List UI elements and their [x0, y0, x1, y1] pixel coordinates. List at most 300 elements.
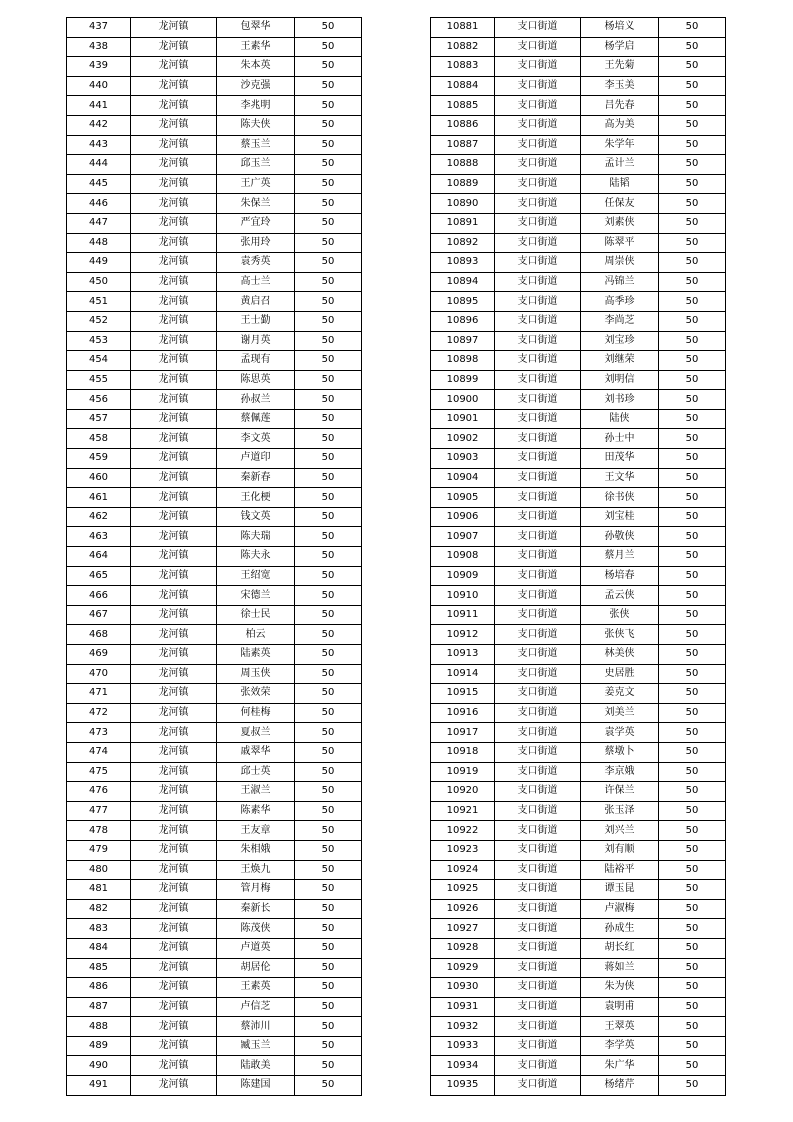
name-cell: 陈建国: [217, 1076, 295, 1096]
amount-cell: 50: [295, 762, 362, 782]
table-row: [431, 547, 726, 567]
amount-cell: 50: [295, 742, 362, 762]
name-cell: 朱保兰: [217, 194, 295, 214]
town-cell: 支口街道: [495, 351, 581, 371]
table-row: [67, 1076, 362, 1096]
name-cell: 袁学英: [581, 723, 659, 743]
town-cell: 支口街道: [495, 664, 581, 684]
table-row: [431, 703, 726, 723]
town-cell: 支口街道: [495, 311, 581, 331]
name-cell: 朱学年: [581, 135, 659, 155]
name-cell: 陆侠: [581, 409, 659, 429]
table-row: [431, 115, 726, 135]
town-cell: 龙河镇: [131, 213, 217, 233]
row-number-cell: 475: [67, 762, 131, 782]
name-cell: 陈夫瑞: [217, 527, 295, 547]
table-row: [67, 155, 362, 175]
row-number-cell: 10933: [431, 1036, 495, 1056]
amount-cell: 50: [659, 311, 726, 331]
table-row: [67, 468, 362, 488]
table-row: [431, 76, 726, 96]
town-cell: 支口街道: [495, 801, 581, 821]
amount-cell: 50: [295, 801, 362, 821]
name-cell: 朱本英: [217, 57, 295, 77]
name-cell: 陆敢美: [217, 1056, 295, 1076]
amount-cell: 50: [659, 115, 726, 135]
name-cell: 邱士英: [217, 762, 295, 782]
row-number-cell: 10934: [431, 1056, 495, 1076]
row-number-cell: 10899: [431, 370, 495, 390]
town-cell: 支口街道: [495, 586, 581, 606]
amount-cell: 50: [295, 1036, 362, 1056]
name-cell: 高士兰: [217, 272, 295, 292]
amount-cell: 50: [659, 938, 726, 958]
amount-cell: 50: [295, 1076, 362, 1096]
town-cell: 龙河镇: [131, 429, 217, 449]
name-cell: 胡居伦: [217, 958, 295, 978]
name-cell: 戚翠华: [217, 742, 295, 762]
name-cell: 孟计兰: [581, 155, 659, 175]
name-cell: 杨绪芹: [581, 1076, 659, 1096]
town-cell: 龙河镇: [131, 664, 217, 684]
amount-cell: 50: [295, 860, 362, 880]
town-cell: 支口街道: [495, 468, 581, 488]
town-cell: 支口街道: [495, 1076, 581, 1096]
row-number-cell: 10912: [431, 625, 495, 645]
amount-cell: 50: [659, 272, 726, 292]
amount-cell: 50: [295, 115, 362, 135]
table-row: [67, 958, 362, 978]
table-row: [431, 899, 726, 919]
name-cell: 王士勤: [217, 311, 295, 331]
table-row: [67, 488, 362, 508]
town-cell: 支口街道: [495, 742, 581, 762]
table-row: [67, 115, 362, 135]
town-cell: 龙河镇: [131, 860, 217, 880]
amount-cell: 50: [659, 96, 726, 116]
amount-cell: 50: [659, 586, 726, 606]
town-cell: 龙河镇: [131, 527, 217, 547]
name-cell: 姜克文: [581, 684, 659, 704]
town-cell: 支口街道: [495, 899, 581, 919]
amount-cell: 50: [295, 703, 362, 723]
name-cell: 李京娥: [581, 762, 659, 782]
row-number-cell: 477: [67, 801, 131, 821]
amount-cell: 50: [295, 233, 362, 253]
amount-cell: 50: [659, 76, 726, 96]
amount-cell: 50: [295, 449, 362, 469]
row-number-cell: 457: [67, 409, 131, 429]
amount-cell: 50: [659, 331, 726, 351]
row-number-cell: 10902: [431, 429, 495, 449]
row-number-cell: 10890: [431, 194, 495, 214]
amount-cell: 50: [659, 566, 726, 586]
amount-cell: 50: [659, 742, 726, 762]
table-row: [67, 311, 362, 331]
town-cell: 龙河镇: [131, 723, 217, 743]
amount-cell: 50: [659, 1036, 726, 1056]
amount-cell: 50: [295, 605, 362, 625]
name-cell: 刘素侠: [581, 213, 659, 233]
table-row: [67, 880, 362, 900]
amount-cell: 50: [295, 566, 362, 586]
town-cell: 龙河镇: [131, 762, 217, 782]
name-cell: 卢道印: [217, 449, 295, 469]
town-cell: 支口街道: [495, 488, 581, 508]
amount-cell: 50: [659, 978, 726, 998]
name-cell: 陈茂侠: [217, 919, 295, 939]
name-cell: 张效荣: [217, 684, 295, 704]
row-number-cell: 10908: [431, 547, 495, 567]
row-number-cell: 10883: [431, 57, 495, 77]
town-cell: 龙河镇: [131, 899, 217, 919]
row-number-cell: 10904: [431, 468, 495, 488]
row-number-cell: 448: [67, 233, 131, 253]
amount-cell: 50: [659, 468, 726, 488]
table-row: [431, 527, 726, 547]
amount-cell: 50: [295, 821, 362, 841]
town-cell: 支口街道: [495, 762, 581, 782]
table-row: [67, 801, 362, 821]
name-cell: 许保兰: [581, 782, 659, 802]
row-number-cell: 455: [67, 370, 131, 390]
name-cell: 孙士中: [581, 429, 659, 449]
town-cell: 龙河镇: [131, 547, 217, 567]
name-cell: 蔡沛川: [217, 1017, 295, 1037]
row-number-cell: 10910: [431, 586, 495, 606]
town-cell: 龙河镇: [131, 978, 217, 998]
table-row: [67, 370, 362, 390]
table-row: [431, 645, 726, 665]
row-number-cell: 480: [67, 860, 131, 880]
row-number-cell: 488: [67, 1017, 131, 1037]
table-row: [431, 449, 726, 469]
row-number-cell: 472: [67, 703, 131, 723]
town-cell: 龙河镇: [131, 919, 217, 939]
town-cell: 龙河镇: [131, 449, 217, 469]
town-cell: 支口街道: [495, 566, 581, 586]
row-number-cell: 476: [67, 782, 131, 802]
name-cell: 杨培义: [581, 18, 659, 38]
name-cell: 秦新长: [217, 899, 295, 919]
table-row: [431, 253, 726, 273]
row-number-cell: 467: [67, 605, 131, 625]
name-cell: 陆裕平: [581, 860, 659, 880]
table-row: [67, 57, 362, 77]
name-cell: 李文英: [217, 429, 295, 449]
name-cell: 陆韬: [581, 174, 659, 194]
table-row: [67, 762, 362, 782]
amount-cell: 50: [659, 194, 726, 214]
name-cell: 蒋如兰: [581, 958, 659, 978]
row-number-cell: 10909: [431, 566, 495, 586]
amount-cell: 50: [295, 429, 362, 449]
amount-cell: 50: [295, 958, 362, 978]
town-cell: 支口街道: [495, 449, 581, 469]
table-row: [431, 821, 726, 841]
name-cell: 杨培春: [581, 566, 659, 586]
table-row: [431, 801, 726, 821]
row-number-cell: 10925: [431, 880, 495, 900]
table-row: [67, 899, 362, 919]
row-number-cell: 10917: [431, 723, 495, 743]
row-number-cell: 473: [67, 723, 131, 743]
row-number-cell: 10884: [431, 76, 495, 96]
row-number-cell: 451: [67, 292, 131, 312]
town-cell: 支口街道: [495, 1017, 581, 1037]
table-row: [431, 1076, 726, 1096]
name-cell: 任保友: [581, 194, 659, 214]
table-row: [431, 880, 726, 900]
town-cell: 龙河镇: [131, 96, 217, 116]
table-row: [431, 57, 726, 77]
table-row: [431, 958, 726, 978]
row-number-cell: 10886: [431, 115, 495, 135]
town-cell: 龙河镇: [131, 801, 217, 821]
row-number-cell: 489: [67, 1036, 131, 1056]
amount-cell: 50: [659, 762, 726, 782]
table-row: [67, 703, 362, 723]
row-number-cell: 10924: [431, 860, 495, 880]
name-cell: 王广英: [217, 174, 295, 194]
table-row: [67, 547, 362, 567]
town-cell: 龙河镇: [131, 938, 217, 958]
table-row: [431, 1017, 726, 1037]
row-number-cell: 487: [67, 997, 131, 1017]
amount-cell: 50: [659, 997, 726, 1017]
name-cell: 卢道英: [217, 938, 295, 958]
town-cell: 龙河镇: [131, 605, 217, 625]
amount-cell: 50: [659, 703, 726, 723]
amount-cell: 50: [659, 292, 726, 312]
town-cell: 支口街道: [495, 527, 581, 547]
name-cell: 吕先春: [581, 96, 659, 116]
row-number-cell: 452: [67, 311, 131, 331]
name-cell: 严宜玲: [217, 213, 295, 233]
row-number-cell: 10907: [431, 527, 495, 547]
amount-cell: 50: [295, 194, 362, 214]
town-cell: 龙河镇: [131, 135, 217, 155]
town-cell: 支口街道: [495, 507, 581, 527]
name-cell: 陈翠平: [581, 233, 659, 253]
name-cell: 高季珍: [581, 292, 659, 312]
town-cell: 龙河镇: [131, 115, 217, 135]
amount-cell: 50: [659, 18, 726, 38]
row-number-cell: 444: [67, 155, 131, 175]
town-cell: 支口街道: [495, 272, 581, 292]
row-number-cell: 465: [67, 566, 131, 586]
town-cell: 支口街道: [495, 723, 581, 743]
amount-cell: 50: [295, 782, 362, 802]
row-number-cell: 10885: [431, 96, 495, 116]
amount-cell: 50: [295, 155, 362, 175]
name-cell: 刘兴兰: [581, 821, 659, 841]
row-number-cell: 446: [67, 194, 131, 214]
table-row: [67, 174, 362, 194]
row-number-cell: 461: [67, 488, 131, 508]
table-row: [431, 723, 726, 743]
table-row: [67, 919, 362, 939]
amount-cell: 50: [295, 899, 362, 919]
row-number-cell: 10931: [431, 997, 495, 1017]
town-cell: 龙河镇: [131, 155, 217, 175]
amount-cell: 50: [659, 155, 726, 175]
row-number-cell: 10905: [431, 488, 495, 508]
town-cell: 支口街道: [495, 645, 581, 665]
row-number-cell: 10911: [431, 605, 495, 625]
name-cell: 王先菊: [581, 57, 659, 77]
row-number-cell: 483: [67, 919, 131, 939]
amount-cell: 50: [295, 18, 362, 38]
row-number-cell: 491: [67, 1076, 131, 1096]
row-number-cell: 469: [67, 645, 131, 665]
row-number-cell: 459: [67, 449, 131, 469]
town-cell: 支口街道: [495, 919, 581, 939]
town-cell: 支口街道: [495, 253, 581, 273]
amount-cell: 50: [659, 899, 726, 919]
name-cell: 刘美兰: [581, 703, 659, 723]
town-cell: 龙河镇: [131, 351, 217, 371]
amount-cell: 50: [295, 645, 362, 665]
table-row: [431, 664, 726, 684]
town-cell: 支口街道: [495, 860, 581, 880]
row-number-cell: 464: [67, 547, 131, 567]
amount-cell: 50: [659, 488, 726, 508]
table-row: [67, 1017, 362, 1037]
table-row: [431, 997, 726, 1017]
name-cell: 包翠华: [217, 18, 295, 38]
row-number-cell: 10932: [431, 1017, 495, 1037]
row-number-cell: 10921: [431, 801, 495, 821]
amount-cell: 50: [659, 213, 726, 233]
town-cell: 龙河镇: [131, 370, 217, 390]
row-number-cell: 466: [67, 586, 131, 606]
table-row: [431, 488, 726, 508]
table-row: [67, 1036, 362, 1056]
amount-cell: 50: [659, 1017, 726, 1037]
table-row: [431, 155, 726, 175]
amount-cell: 50: [295, 331, 362, 351]
name-cell: 周玉侠: [217, 664, 295, 684]
amount-cell: 50: [659, 174, 726, 194]
town-cell: 支口街道: [495, 958, 581, 978]
table-row: [431, 1036, 726, 1056]
table-row: [67, 409, 362, 429]
table-row: [431, 390, 726, 410]
name-cell: 孙叔兰: [217, 390, 295, 410]
left-roster-table: [66, 17, 362, 1096]
table-row: [67, 18, 362, 38]
row-number-cell: 479: [67, 840, 131, 860]
amount-cell: 50: [659, 880, 726, 900]
row-number-cell: 10916: [431, 703, 495, 723]
town-cell: 龙河镇: [131, 958, 217, 978]
town-cell: 支口街道: [495, 821, 581, 841]
amount-cell: 50: [295, 311, 362, 331]
table-row: [67, 840, 362, 860]
town-cell: 支口街道: [495, 978, 581, 998]
table-row: [431, 311, 726, 331]
name-cell: 管月梅: [217, 880, 295, 900]
amount-cell: 50: [659, 135, 726, 155]
name-cell: 李玉美: [581, 76, 659, 96]
name-cell: 胡长红: [581, 938, 659, 958]
table-row: [67, 331, 362, 351]
amount-cell: 50: [659, 821, 726, 841]
table-row: [431, 840, 726, 860]
row-number-cell: 10927: [431, 919, 495, 939]
row-number-cell: 10898: [431, 351, 495, 371]
row-number-cell: 471: [67, 684, 131, 704]
town-cell: 支口街道: [495, 135, 581, 155]
name-cell: 刘书珍: [581, 390, 659, 410]
row-number-cell: 10894: [431, 272, 495, 292]
table-row: [431, 213, 726, 233]
table-row: [67, 96, 362, 116]
name-cell: 陈素华: [217, 801, 295, 821]
table-row: [431, 409, 726, 429]
name-cell: 袁明甫: [581, 997, 659, 1017]
amount-cell: 50: [659, 1056, 726, 1076]
row-number-cell: 10914: [431, 664, 495, 684]
amount-cell: 50: [295, 213, 362, 233]
name-cell: 王化梗: [217, 488, 295, 508]
name-cell: 谢月英: [217, 331, 295, 351]
amount-cell: 50: [295, 174, 362, 194]
table-row: [431, 978, 726, 998]
town-cell: 龙河镇: [131, 566, 217, 586]
table-row: [67, 860, 362, 880]
row-number-cell: 10882: [431, 37, 495, 57]
amount-cell: 50: [659, 840, 726, 860]
row-number-cell: 10928: [431, 938, 495, 958]
amount-cell: 50: [295, 547, 362, 567]
town-cell: 龙河镇: [131, 57, 217, 77]
row-number-cell: 450: [67, 272, 131, 292]
row-number-cell: 462: [67, 507, 131, 527]
table-row: [67, 76, 362, 96]
row-number-cell: 10903: [431, 449, 495, 469]
table-row: [431, 194, 726, 214]
name-cell: 刘继荣: [581, 351, 659, 371]
row-number-cell: 10923: [431, 840, 495, 860]
table-row: [67, 566, 362, 586]
table-row: [67, 272, 362, 292]
amount-cell: 50: [659, 801, 726, 821]
town-cell: 龙河镇: [131, 37, 217, 57]
name-cell: 孟云侠: [581, 586, 659, 606]
table-row: [431, 605, 726, 625]
town-cell: 龙河镇: [131, 586, 217, 606]
table-row: [431, 135, 726, 155]
row-number-cell: 482: [67, 899, 131, 919]
row-number-cell: 453: [67, 331, 131, 351]
name-cell: 徐士民: [217, 605, 295, 625]
row-number-cell: 10918: [431, 742, 495, 762]
town-cell: 支口街道: [495, 703, 581, 723]
name-cell: 王淑兰: [217, 782, 295, 802]
amount-cell: 50: [295, 997, 362, 1017]
town-cell: 龙河镇: [131, 1056, 217, 1076]
row-number-cell: 474: [67, 742, 131, 762]
town-cell: 支口街道: [495, 331, 581, 351]
table-row: [431, 468, 726, 488]
town-cell: 支口街道: [495, 76, 581, 96]
name-cell: 夏叔兰: [217, 723, 295, 743]
table-row: [431, 762, 726, 782]
amount-cell: 50: [295, 351, 362, 371]
table-row: [431, 1056, 726, 1076]
